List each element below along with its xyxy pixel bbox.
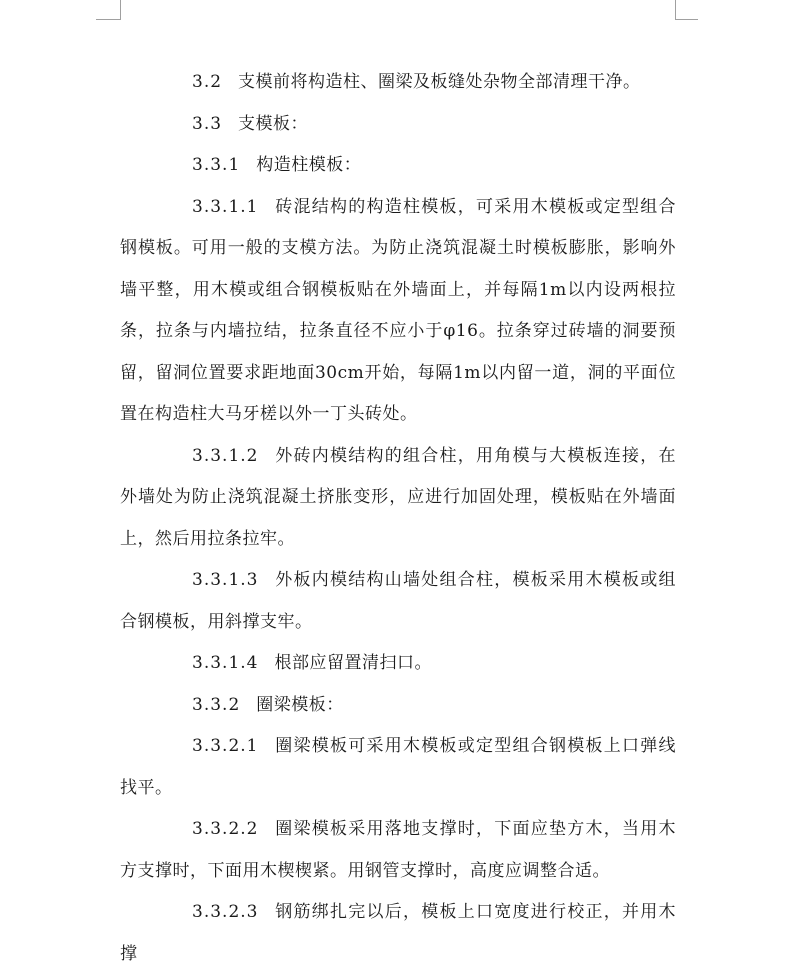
section-number: 3.3.1.4 [192,653,259,673]
section-number: 3.3.2.2 [192,819,259,839]
section-number: 3.3.2 [192,694,241,715]
section-number: 3.3 [192,113,223,134]
paragraph-3-3-1-2 [120,436,676,561]
section-number: 3.3.1 [192,155,241,175]
paragraph-text: 支模板： [238,113,309,134]
paragraph-text: 圈梁模板： [256,694,344,715]
paragraph-3-3 [120,104,676,146]
paragraph-3-3-1-3 [120,560,676,643]
paragraph-3-3-2-2 [120,809,676,892]
section-number: 3.2 [192,72,223,92]
paragraph-text: 外砖内模结构的组合柱，用角模与大模板连接，在外墙处为防止浇筑混凝土挤胀变形，应进行加固处理，模板贴在外墙面上，然后用拉条拉牢。 [120,445,676,549]
paragraph-3-3-2 [120,685,676,727]
section-number: 3.3.2.1 [192,736,259,756]
paragraph-text: 砖混结构的构造柱模板，可采用木模板或定型组合钢模板。可用一般的支模方法。为防止浇筑混凝土时模板膨胀，影响外墙平整，用木模或组合钢模板贴在外墙面上，并每隔1m以内设两根拉条，拉条与内墙拉结，拉条直径不应小于φ16。拉条穿过砖墙的洞要预留，留洞位置要求距地面30cm开始，每隔1m以内留一道，洞的平面位置在构造柱大马牙槎以外一丁头砖处。 [120,196,676,424]
paragraph-text: 外板内模结构山墙处组合柱，模板采用木模板或组合钢模板，用斜撑支牢。 [120,570,676,632]
paragraph-3-3-1 [120,145,676,187]
paragraph-3-3-1-4 [120,643,676,685]
page-corner-mark-right [675,0,698,20]
section-number: 3.3.1.2 [192,445,259,466]
document-body [120,62,676,975]
paragraph-text: 支模前将构造柱、圈梁及板缝处杂物全部清理干净。 [238,72,641,92]
paragraph-text: 根部应留置清扫口。 [274,653,432,673]
section-number: 3.3.2.3 [192,902,259,922]
paragraph-3-3-2-3 [120,892,676,975]
paragraph-text: 钢筋绑扎完以后，模板上口宽度进行校正，并用木撑 [120,902,676,964]
paragraph-text: 构造柱模板： [256,155,362,175]
paragraph-text: 圈梁模板可采用木模板或定型组合钢模板上口弹线找平。 [120,736,676,798]
paragraph-3-3-1-1 [120,187,676,436]
section-number: 3.3.1.1 [192,196,259,217]
paragraph-text: 圈梁模板采用落地支撑时，下面应垫方木，当用木方支撑时，下面用木楔楔紧。用钢管支撑时，高度应调整合适。 [120,819,676,881]
page-corner-mark-left [96,0,121,20]
paragraph-3-3-2-1 [120,726,676,809]
section-number: 3.3.1.3 [192,570,259,590]
paragraph-3-2 [120,62,676,104]
